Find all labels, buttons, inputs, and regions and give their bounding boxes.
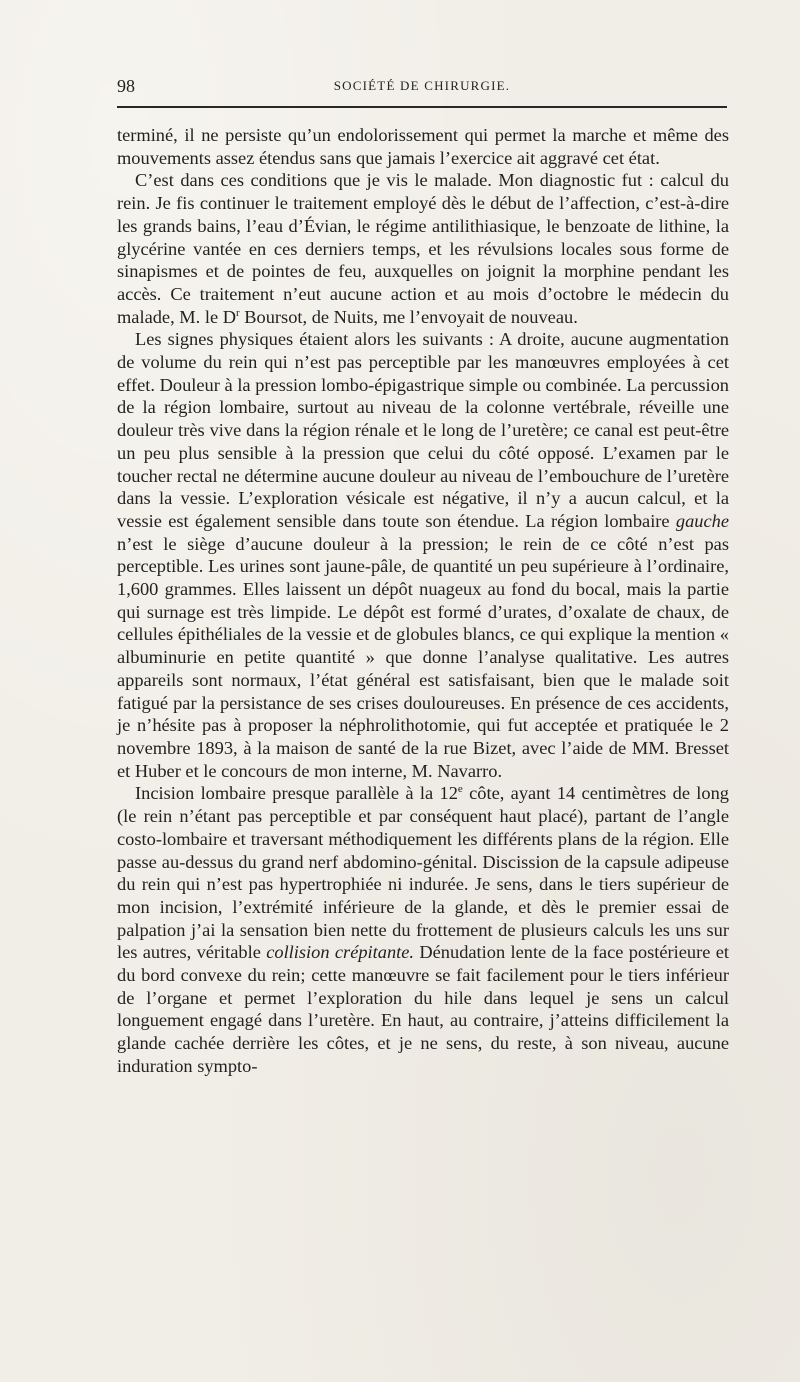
paragraph-4-text-a: Incision lombaire presque parallèle à la 12	[135, 783, 458, 804]
paragraph-diagnosis	[117, 169, 729, 328]
italic-gauche: gauche	[675, 510, 729, 531]
paragraph-4-text-b: côte, ayant 14 centimètres de long (le rein n’étant pas perceptible et par conséquent haut placé), partant de l’angle costo-lombaire et traversant méthodiquement les différents plans de la région. Elle passe au-dessus du grand nerf abdomino-génital. Discission de la capsule adipeuse du rein qui n’est pas hypertrophiée ni indurée. Je sens, dans le tiers supérieur de mon incision, l’extrémité inférieure de la glande, et dès le premier essai de palpation j’ai la sensation bien nette du frottement de plusieurs calculs les uns sur les autres, véritable	[117, 783, 729, 963]
paragraph-3-text-a: Les signes physiques étaient alors les suivants : A droite, aucune augmentation de volume du rein qui n’est pas perceptible par les manœuvres employées à cet effet. Douleur à la pression lombo-épigastrique simple ou combinée. La percussion de la région lombaire, surtout au niveau de la colonne vertébrale, réveille une douleur très vive dans la région rénale et le long de l’uretère; ce canal est peut-être un peu plus sensible à la pression que celui du côté opposé. L’examen par le toucher rectal ne détermine aucune douleur au niveau de l’embouchure de l’uretère dans la vessie. L’exploration vésicale est négative, il n’y a aucun calcul, et la vessie est également sensible dans toute son étendue. La région lombaire	[117, 329, 729, 531]
paragraph-1-text: terminé, il ne persiste qu’un endolorissement qui permet la marche et même des mouvements assez étendus sans que jamais l’exercice ait aggravé cet état.	[117, 125, 729, 168]
paragraph-physical-signs	[117, 328, 729, 782]
paragraph-4-text-c: Dénudation lente de la face postérieure et du bord convexe du rein; cette manœuvre se fait facilement pour le tiers inférieur de l’organe et permet l’exploration du hile dans lequel je sens un calcul longuement engagé dans l’uretère. En haut, au contraire, j’atteins difficilement la glande cachée derrière les côtes, et je ne sens, du reste, à son niveau, aucune induration sympto-	[117, 942, 729, 1076]
italic-collision-crepitante: collision crépitante.	[266, 942, 415, 963]
paragraph-incision	[117, 782, 729, 1077]
header-rule	[117, 106, 727, 108]
paragraph-continued	[117, 124, 729, 169]
paragraph-2-text-a: C’est dans ces conditions que je vis le malade. Mon diagnostic fut : calcul du rein. Je fis continuer le traitement employé dès le début de l’affection, c’est-à-dire les grands bains, l’eau d’Évian, le régime antilithiasique, le benzoate de lithine, la glycérine vantée en ces derniers temps, et les révulsions locales sous forme de sinapismes et de pointes de feu, auxquelles on joignit la morphine pendant les accès. Ce traitement n’eut aucune action et au mois d’octobre le médecin du malade, M. le D	[117, 170, 729, 327]
running-head	[117, 74, 727, 98]
paragraph-3-text-b: n’est le siège d’aucune douleur à la pression; le rein de ce côté n’est pas perceptible. Les urines sont jaune-pâle, de quantité un peu supérieure à l’ordinaire, 1,600 grammes. Elles laissent un dépôt nuageux au fond du bocal, mais la partie qui surnage est très limpide. Le dépôt est formé d’urates, d’oxalate de chaux, de cellules épithéliales de la vessie et de globules blancs, ce qui explique la mention « albuminurie en petite quantité » que donne l’analyse qualitative. Les autres appareils sont normaux, l’état général est satisfaisant, bien que le malade soit fatigué par la persistance de ses crises douloureuses. En présence de ces accidents, je n’hésite pas à proposer la néphrolithotomie, qui fut acceptée et pratiquée le 2 novembre 1893, à la maison de santé de la rue Bizet, avec l’aide de MM. Bresset et Huber et le concours de mon interne, M. Navarro.	[117, 533, 729, 781]
page-number: 98	[117, 76, 135, 96]
superscript-r: r	[236, 306, 240, 319]
running-title: SOCIÉTÉ DE CHIRURGIE.	[333, 78, 511, 93]
superscript-e: e	[457, 783, 463, 796]
body-text	[117, 124, 729, 1078]
paragraph-2-text-b: Boursot, de Nuits, me l’envoyait de nouveau.	[239, 306, 578, 327]
